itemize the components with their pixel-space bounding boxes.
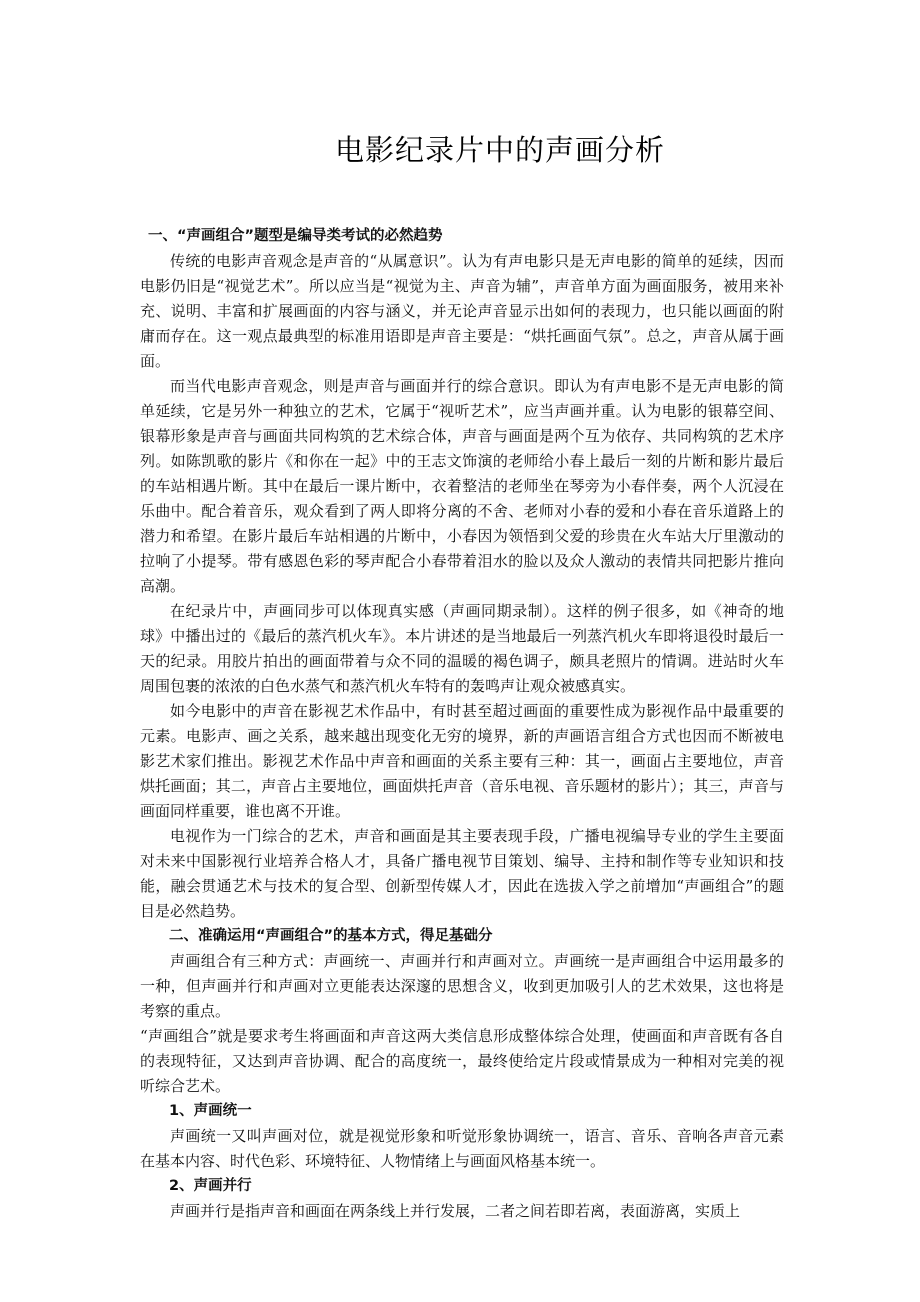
section-heading-1: 一、“声画组合”题型是编导类考试的必然趋势 bbox=[148, 228, 443, 244]
paragraph: “声画组合”就是要求考生将画面和声音这两大类信息形成整体综合处理，使画面和声音既有各自的表现特征，又达到声音协调、配合的高度统一，最终使给定片段或情景成为一种相对完美的视听综合艺术。 bbox=[140, 1027, 784, 1095]
document-body bbox=[140, 224, 784, 1224]
paragraph: 在纪录片中，声画同步可以体现真实感（声画同期录制）。这样的例子很多，如《神奇的地球》中播出过的《最后的蒸汽机火车》。本片讲述的是当地最后一列蒸汽机火车即将退役时最后一天的纪录。用胶片拍出的画面带着与众不同的温暖的褐色调子，颇具老照片的情调。进站时火车周围包裹的浓浓的白色水蒸气和蒸汽机火车特有的轰鸣声让观众被感真实。 bbox=[140, 602, 784, 695]
paragraph: 声画并行是指声音和画面在两条线上并行发展，二者之间若即若离，表面游离，实质上 bbox=[170, 1202, 741, 1220]
subsection-heading-2: 2、声画并行 bbox=[169, 1178, 252, 1194]
document-title: 电影纪录片中的声画分析 bbox=[334, 133, 665, 167]
paragraph: 传统的电影声音观念是声音的“从属意识”。认为有声电影只是无声电影的简单的延续，因而电影仍旧是“视觉艺术”。所以应当是“视觉为主、声音为辅”，声音单方面为画面服务，被用来补充、说明、丰富和扩展画面的内容与涵义，并无论声音显示出如何的表现力，也只能以画面的附庸而存在。这一观点最典型的标准用语即是声音主要是：“烘托画面气氛”。总之，声音从属于画面。 bbox=[140, 252, 784, 370]
paragraph: 如今电影中的声音在影视艺术作品中，有时甚至超过画面的重要性成为影视作品中最重要的元素。电影声、画之关系，越来越出现变化无穷的境界，新的声画语言组合方式也因而不断被电影艺术家们推出。影视艺术作品中声音和画面的关系主要有三种：其一，画面占主要地位，声音烘托画面；其二，声音占主要地位，画面烘托声音（音乐电视、音乐题材的影片）；其三，声音与画面同样重要，谁也离不开谁。 bbox=[140, 702, 784, 820]
paragraph: 电视作为一门综合的艺术，声音和画面是其主要表现手段，广播电视编导专业的学生主要面对未来中国影视行业培养合格人才，具备广播电视节目策划、编导、主持和制作等专业知识和技能，融会贯通艺术与技术的复合型、创新型传媒人才，因此在选拔入学之前增加“声画组合”的题目是必然趋势。 bbox=[140, 827, 784, 920]
paragraph: 而当代电影声音观念，则是声音与画面并行的综合意识。即认为有声电影不是无声电影的简单延续，它是另外一种独立的艺术，它属于“视听艺术”，应当声画并重。认为电影的银幕空间、银幕形象是声音与画面共同构筑的艺术综合体，声音与画面是两个互为依存、共同构筑的艺术序列。如陈凯歌的影片《和你在一起》中的王志文饰演的老师给小春上最后一刻的片断和影片最后的车站相遇片断。其中在最后一课片断中，衣着整洁的老师坐在琴旁为小春伴奏，两个人沉浸在乐曲中。配合着音乐，观众看到了两人即将分离的不舍、老师对小春的爱和小春在音乐道路上的潜力和希望。在影片最后车站相遇的片断中，小春因为领悟到父爱的珍贵在火车站大厅里激动的拉响了小提琴。带有感恩色彩的琴声配合小春带着泪水的脸以及众人激动的表情共同把影片推向高潮。 bbox=[140, 377, 784, 595]
section-heading-2: 二、准确运用“声画组合”的基本方式，得足基础分 bbox=[169, 928, 493, 944]
paragraph: 声画组合有三种方式：声画统一、声画并行和声画对立。声画统一是声画组合中运用最多的一种，但声画并行和声画对立更能表达深邃的思想含义，收到更加吸引人的艺术效果，这也将是考察的重点。 bbox=[140, 952, 784, 1020]
paragraph: 声画统一又叫声画对位，就是视觉形象和听觉形象协调统一，语言、音乐、音响各声音元素在基本内容、时代色彩、环境特征、人物情绪上与画面风格基本统一。 bbox=[140, 1127, 784, 1170]
subsection-heading-1: 1、声画统一 bbox=[169, 1103, 252, 1119]
